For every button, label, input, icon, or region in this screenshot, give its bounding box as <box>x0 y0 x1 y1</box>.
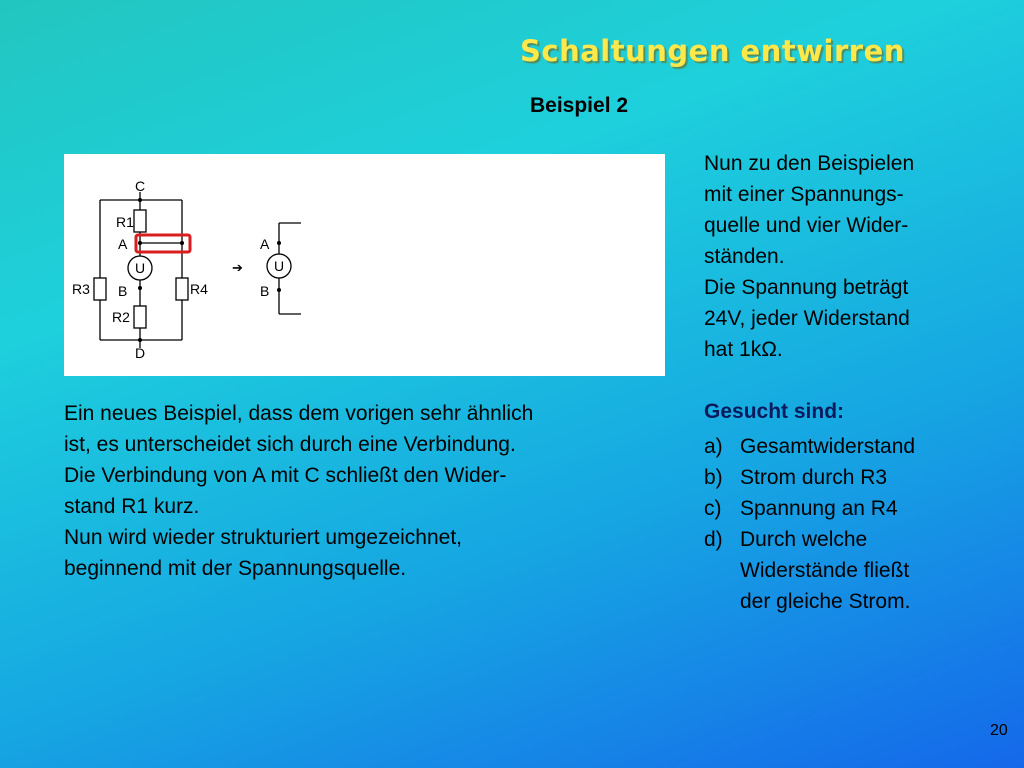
description-line: ist, es unterscheidet sich durch eine Verbindung. <box>64 433 516 456</box>
node-label-c: C <box>135 178 146 194</box>
resistor-label-r4: R4 <box>190 281 208 297</box>
circuit-figure <box>64 154 665 376</box>
resistor-r4 <box>176 278 188 300</box>
slide-subtitle: Beispiel 2 <box>530 94 629 117</box>
task-item <box>704 431 974 462</box>
description-line: Ein neues Beispiel, dass dem vorigen sehr ähnlich <box>64 402 534 425</box>
task-text-line: der gleiche Strom. <box>740 590 911 613</box>
slide-title: Schaltungen entwirren <box>520 34 905 68</box>
task-marker: c) <box>704 497 722 520</box>
redrawn-source-label: U <box>274 258 285 274</box>
page-number: 20 <box>990 722 1008 739</box>
arrow-icon: ➔ <box>232 260 243 275</box>
node-label-b: B <box>118 283 128 299</box>
task-item <box>704 524 974 617</box>
resistor-r1 <box>134 210 146 232</box>
task-text: Gesamtwiderstand <box>740 435 916 458</box>
task-item <box>704 462 974 493</box>
task-item <box>704 493 974 524</box>
intro-line: Nun zu den Beispielen <box>704 152 915 175</box>
intro-text <box>704 148 974 365</box>
node-label-a: A <box>118 236 128 252</box>
task-text-line: Widerstände fließt <box>740 559 910 582</box>
resistor-r2 <box>134 306 146 328</box>
resistor-label-r3: R3 <box>72 281 90 297</box>
node-label-d: D <box>135 345 146 361</box>
intro-line: Die Spannung beträgt <box>704 276 909 299</box>
circuit-junctions <box>138 198 281 342</box>
task-text-line: Durch welche <box>740 528 868 551</box>
task-marker: b) <box>704 466 723 489</box>
task-text <box>740 524 910 617</box>
intro-line: ständen. <box>704 245 785 268</box>
intro-line: mit einer Spannungs- <box>704 183 904 206</box>
intro-line: quelle und vier Wider- <box>704 214 909 237</box>
task-marker: a) <box>704 435 723 458</box>
task-marker: d) <box>704 528 723 551</box>
resistor-r3 <box>94 278 106 300</box>
intro-line: 24V, jeder Widerstand <box>704 307 910 330</box>
description-text <box>64 398 664 584</box>
description-line: Nun wird wieder strukturiert umgezeichnet, <box>64 526 462 549</box>
redrawn-label-b: B <box>260 283 270 299</box>
description-line: beginnend mit der Spannungsquelle. <box>64 557 407 580</box>
description-line: Die Verbindung von A mit C schließt den Wider- <box>64 464 507 487</box>
resistor-label-r2: R2 <box>112 309 130 325</box>
source-label: U <box>135 260 146 276</box>
task-text: Spannung an R4 <box>740 497 898 520</box>
intro-line: hat 1kΩ. <box>704 338 783 361</box>
task-heading: Gesucht sind: <box>704 400 845 423</box>
circuit-diagram <box>64 154 665 376</box>
task-list <box>704 431 974 617</box>
redrawn-label-a: A <box>260 236 270 252</box>
resistor-label-r1: R1 <box>116 214 134 230</box>
task-text: Strom durch R3 <box>740 466 888 489</box>
description-line: stand R1 kurz. <box>64 495 200 518</box>
